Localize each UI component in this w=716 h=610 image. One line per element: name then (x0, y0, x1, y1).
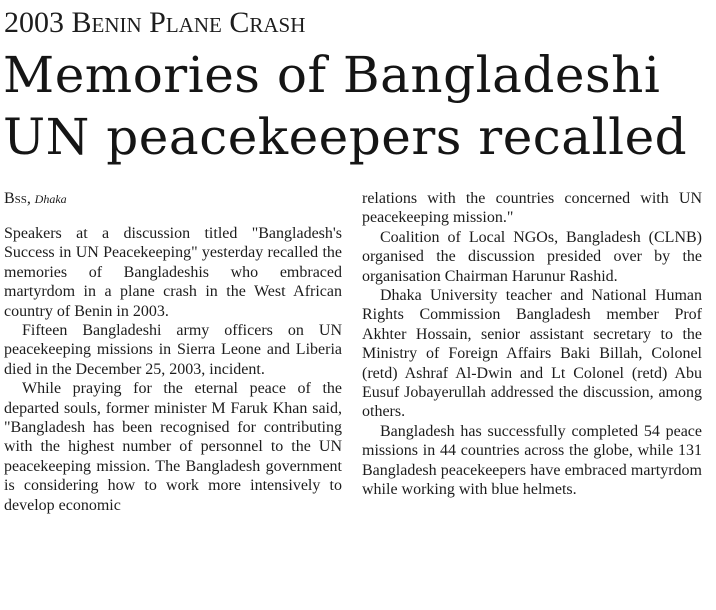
article-column-left (4, 224, 342, 515)
paragraph: While praying for the eternal peace of the departed souls, former minister M Faruk Khan said, "Bangladesh has been recognised for contributing with the highest number of personnel to the UN peacekeeping mission. The Bangladesh government is considering how to work more intensively to develop economic (4, 380, 342, 514)
paragraph: Speakers at a discussion titled "Bangladesh's Success in UN Peacekeeping" yesterday recalled the memories of Bangladeshis who embraced martyrdom in a plane crash in the West African country of Benin in 2003. (4, 225, 342, 320)
headline-line-2: UN peacekeepers recalled (3, 108, 688, 166)
byline (4, 190, 67, 208)
paragraph: Coalition of Local NGOs, Bangladesh (CLNB) organised the discussion presided over by the organisation Chairman Harunur Rashid. (362, 228, 702, 285)
paragraph: Bangladesh has successfully completed 54 peace missions in 44 countries across the globe, while 131 Bangladesh peacekeepers have embraced martyrdom while working with blue helmets. (362, 422, 702, 499)
paragraph: Dhaka University teacher and National Human Rights Commission Bangladesh member Prof Akhter Hossain, senior assistant secretary to the Ministry of Foreign Affairs Baki Billah, Colonel (retd) Ashraf Al-Dwin and Lt Colonel (retd) Abu Eusuf Jobayerullah addressed the discussion, among others. (362, 287, 702, 421)
article-kicker: 2003 Benin Plane Crash (4, 6, 306, 39)
article-headline (3, 44, 715, 168)
paragraph: relations with the countries concerned with UN peacekeeping mission." (362, 190, 702, 227)
paragraph: Fifteen Bangladeshi army officers on UN peacekeeping missions in Sierra Leone and Liberia died in the December 25, 2003, incident. (4, 322, 342, 378)
byline-location: Dhaka (34, 192, 67, 206)
byline-agency: Bss, (4, 190, 31, 207)
headline-line-1: Memories of Bangladeshi (3, 46, 661, 104)
article-column-right (362, 189, 702, 500)
